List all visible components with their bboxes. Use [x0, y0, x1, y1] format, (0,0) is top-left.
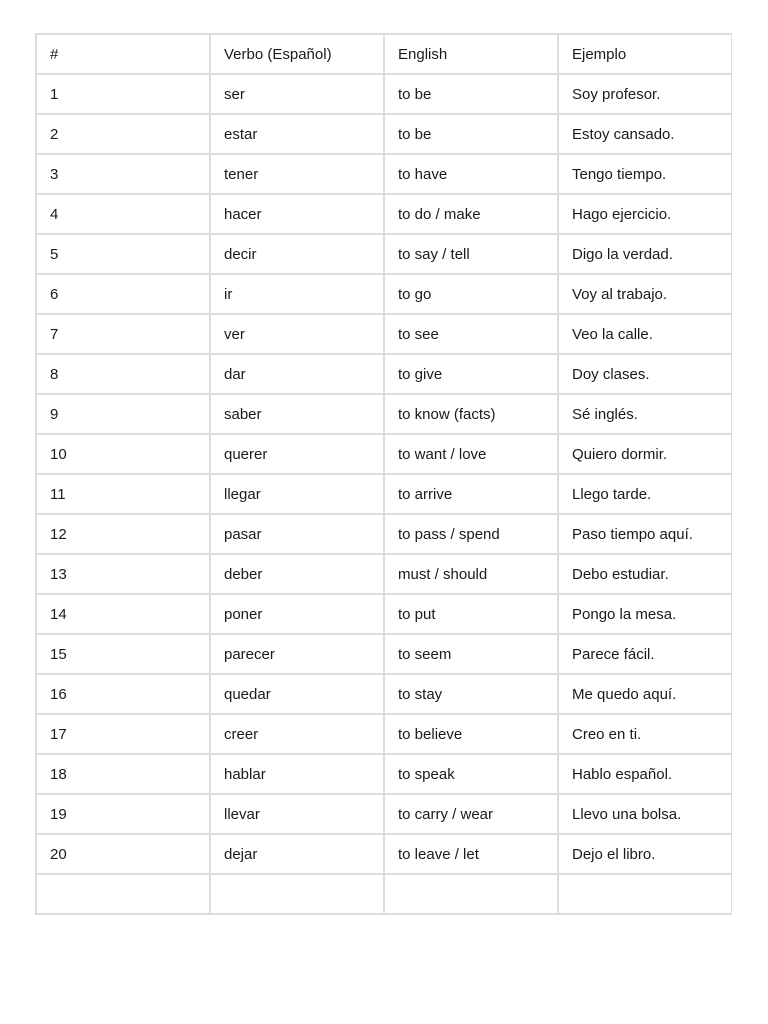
cell-english: to go: [384, 274, 558, 314]
cell-example: Debo estudiar.: [558, 554, 732, 594]
cell-english: to stay: [384, 674, 558, 714]
table-row: [36, 634, 732, 674]
empty-cell: [384, 874, 558, 914]
cell-example: Creo en ti.: [558, 714, 732, 754]
cell-english: to want / love: [384, 434, 558, 474]
table-header-row: [36, 34, 732, 74]
cell-number: 1: [36, 74, 210, 114]
cell-example: Estoy cansado.: [558, 114, 732, 154]
verb-table-container: [35, 33, 732, 991]
cell-english: to say / tell: [384, 234, 558, 274]
cell-number: 14: [36, 594, 210, 634]
cell-number: 3: [36, 154, 210, 194]
cell-english: to give: [384, 354, 558, 394]
cell-example: Parece fácil.: [558, 634, 732, 674]
cell-spanish-verb: ir: [210, 274, 384, 314]
cell-english: to be: [384, 74, 558, 114]
cell-number: 15: [36, 634, 210, 674]
cell-english: to be: [384, 114, 558, 154]
verb-table: [35, 33, 732, 915]
cell-number: 16: [36, 674, 210, 714]
cell-number: 12: [36, 514, 210, 554]
cell-example: Voy al trabajo.: [558, 274, 732, 314]
empty-cell: [210, 874, 384, 914]
cell-number: 5: [36, 234, 210, 274]
table-body: [36, 74, 732, 914]
cell-example: Hago ejercicio.: [558, 194, 732, 234]
cell-english: to believe: [384, 714, 558, 754]
cell-spanish-verb: hablar: [210, 754, 384, 794]
cell-number: 8: [36, 354, 210, 394]
cell-example: Llego tarde.: [558, 474, 732, 514]
cell-spanish-verb: ver: [210, 314, 384, 354]
table-row: [36, 714, 732, 754]
cell-number: 11: [36, 474, 210, 514]
cell-english: to put: [384, 594, 558, 634]
cell-spanish-verb: quedar: [210, 674, 384, 714]
cell-english: to know (facts): [384, 394, 558, 434]
cell-number: 18: [36, 754, 210, 794]
cell-spanish-verb: deber: [210, 554, 384, 594]
cell-spanish-verb: pasar: [210, 514, 384, 554]
cell-example: Hablo español.: [558, 754, 732, 794]
cell-number: 6: [36, 274, 210, 314]
cell-english: to seem: [384, 634, 558, 674]
header-example: Ejemplo: [558, 34, 732, 74]
cell-number: 13: [36, 554, 210, 594]
cell-example: Doy clases.: [558, 354, 732, 394]
cell-example: Soy profesor.: [558, 74, 732, 114]
cell-number: 7: [36, 314, 210, 354]
cell-spanish-verb: parecer: [210, 634, 384, 674]
table-row: [36, 554, 732, 594]
cell-example: Pongo la mesa.: [558, 594, 732, 634]
cell-spanish-verb: decir: [210, 234, 384, 274]
cell-spanish-verb: querer: [210, 434, 384, 474]
cell-number: 2: [36, 114, 210, 154]
table-row: [36, 394, 732, 434]
cell-spanish-verb: hacer: [210, 194, 384, 234]
cell-number: 4: [36, 194, 210, 234]
cell-english: to see: [384, 314, 558, 354]
cell-number: 10: [36, 434, 210, 474]
cell-example: Tengo tiempo.: [558, 154, 732, 194]
header-number: #: [36, 34, 210, 74]
header-english: English: [384, 34, 558, 74]
cell-english: to arrive: [384, 474, 558, 514]
cell-spanish-verb: llevar: [210, 794, 384, 834]
table-row: [36, 154, 732, 194]
cell-example: Quiero dormir.: [558, 434, 732, 474]
cell-english: to do / make: [384, 194, 558, 234]
table-row: [36, 594, 732, 634]
cell-number: 19: [36, 794, 210, 834]
table-row: [36, 234, 732, 274]
cell-number: 20: [36, 834, 210, 874]
cell-number: 9: [36, 394, 210, 434]
table-row: [36, 74, 732, 114]
table-row: [36, 474, 732, 514]
table-row: [36, 114, 732, 154]
table-row: [36, 274, 732, 314]
cell-spanish-verb: saber: [210, 394, 384, 434]
table-row: [36, 194, 732, 234]
cell-spanish-verb: dar: [210, 354, 384, 394]
cell-number: 17: [36, 714, 210, 754]
cell-english: to leave / let: [384, 834, 558, 874]
cell-spanish-verb: poner: [210, 594, 384, 634]
empty-cell: [36, 874, 210, 914]
cell-example: Veo la calle.: [558, 314, 732, 354]
cell-spanish-verb: ser: [210, 74, 384, 114]
table-row: [36, 354, 732, 394]
cell-english: to have: [384, 154, 558, 194]
table-row: [36, 754, 732, 794]
cell-example: Paso tiempo aquí.: [558, 514, 732, 554]
cell-example: Llevo una bolsa.: [558, 794, 732, 834]
table-row: [36, 674, 732, 714]
cell-example: Dejo el libro.: [558, 834, 732, 874]
cell-spanish-verb: llegar: [210, 474, 384, 514]
cell-english: to carry / wear: [384, 794, 558, 834]
table-row: [36, 834, 732, 874]
cell-english: to speak: [384, 754, 558, 794]
cell-example: Me quedo aquí.: [558, 674, 732, 714]
cell-spanish-verb: dejar: [210, 834, 384, 874]
cell-english: must / should: [384, 554, 558, 594]
cell-spanish-verb: creer: [210, 714, 384, 754]
empty-cell: [558, 874, 732, 914]
table-row: [36, 794, 732, 834]
table-row: [36, 434, 732, 474]
cell-example: Digo la verdad.: [558, 234, 732, 274]
table-row: [36, 514, 732, 554]
cell-english: to pass / spend: [384, 514, 558, 554]
table-row: [36, 314, 732, 354]
table-row-empty: [36, 874, 732, 914]
cell-spanish-verb: estar: [210, 114, 384, 154]
cell-spanish-verb: tener: [210, 154, 384, 194]
header-spanish-verb: Verbo (Español): [210, 34, 384, 74]
cell-example: Sé inglés.: [558, 394, 732, 434]
